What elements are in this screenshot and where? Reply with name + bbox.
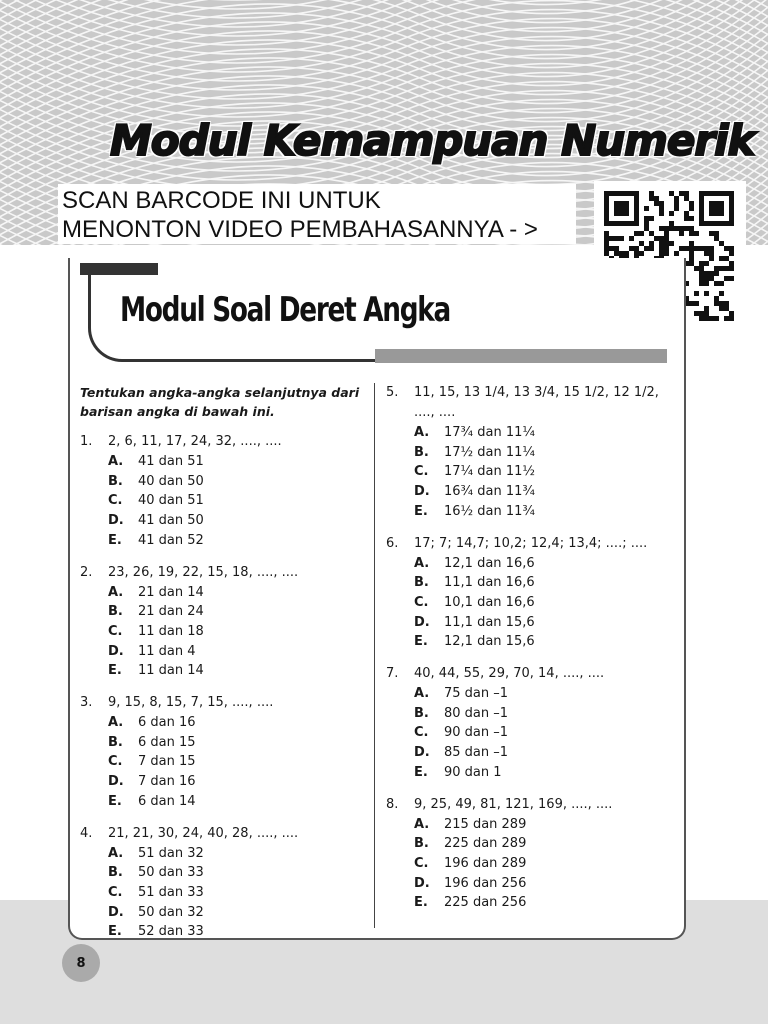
option-letter: C.	[414, 464, 429, 480]
scan-line-1: SCAN BARCODE INI UNTUK	[62, 187, 381, 214]
question-number: 3.	[80, 695, 93, 711]
option-letter: A.	[414, 816, 430, 832]
option-letter: D.	[414, 484, 430, 500]
option-letter: C.	[414, 725, 429, 741]
option-text: 52 dan 33	[138, 924, 204, 940]
answer-option	[386, 443, 671, 463]
answer-option	[386, 874, 671, 894]
question-item	[80, 432, 365, 551]
option-text: 17¼ dan 11½	[444, 464, 536, 480]
answer-option	[386, 573, 671, 593]
answer-option	[80, 883, 365, 903]
question-item	[386, 534, 671, 653]
option-letter: A.	[108, 454, 124, 469]
title-underline-bar	[375, 349, 667, 363]
question-line	[386, 383, 671, 423]
option-text: 41 dan 52	[138, 532, 204, 548]
option-text: 6 dan 15	[138, 734, 196, 750]
answer-option	[80, 713, 365, 733]
option-letter: C.	[414, 855, 429, 871]
answer-option	[386, 593, 671, 613]
question-item	[386, 795, 671, 914]
option-letter: E.	[108, 793, 122, 809]
option-text: 6 dan 14	[138, 793, 196, 809]
option-letter: B.	[108, 865, 123, 881]
option-text: 12,1 dan 15,6	[444, 634, 535, 650]
option-text: 85 dan –1	[444, 745, 509, 761]
answer-option	[80, 661, 365, 681]
option-letter: A.	[108, 845, 124, 861]
answer-option	[80, 622, 365, 642]
option-text: 11 dan 18	[138, 623, 204, 639]
option-letter: D.	[108, 774, 124, 790]
option-letter: D.	[108, 904, 124, 920]
option-letter: B.	[108, 604, 123, 620]
option-text: 40 dan 51	[138, 493, 204, 509]
option-text: 11,1 dan 16,6	[444, 575, 535, 591]
scan-line-2: MENONTON VIDEO PEMBAHASANNYA - >	[62, 216, 538, 243]
question-text: 23, 26, 19, 22, 15, 18, ...., ....	[108, 564, 299, 580]
option-letter: E.	[108, 663, 122, 679]
answer-option	[80, 863, 365, 883]
option-letter: C.	[108, 493, 123, 509]
answer-option	[80, 752, 365, 772]
option-letter: A.	[108, 584, 124, 600]
option-letter: A.	[414, 555, 430, 571]
option-text: 10,1 dan 16,6	[444, 594, 535, 610]
answer-option	[80, 922, 365, 942]
option-letter: C.	[108, 884, 123, 900]
option-letter: D.	[414, 745, 430, 761]
option-letter: C.	[108, 754, 123, 770]
answer-option	[386, 763, 671, 783]
option-text: 21 dan 14	[138, 584, 204, 600]
option-text: 196 dan 289	[444, 855, 527, 871]
answer-option	[80, 452, 365, 472]
option-text: 225 dan 256	[444, 895, 527, 911]
right-question-list	[386, 383, 671, 913]
option-text: 7 dan 16	[138, 774, 196, 790]
option-text: 16¾ dan 11¾	[444, 484, 536, 500]
answer-option	[80, 772, 365, 792]
option-text: 41 dan 50	[138, 513, 204, 529]
question-line	[386, 795, 671, 815]
option-letter: E.	[414, 764, 428, 780]
option-text: 51 dan 32	[138, 845, 204, 861]
question-text: 11, 15, 13 1/4, 13 3/4, 15 1/2, 12 1/2, ...., ....	[414, 385, 659, 420]
option-letter: C.	[108, 623, 123, 639]
question-item	[80, 563, 365, 682]
option-text: 50 dan 33	[138, 865, 204, 881]
answer-option	[386, 554, 671, 574]
answer-option	[386, 462, 671, 482]
question-number: 5.	[386, 385, 399, 400]
question-line	[80, 693, 365, 713]
option-text: 90 dan 1	[444, 764, 502, 780]
answer-option	[386, 704, 671, 724]
option-text: 12,1 dan 16,6	[444, 555, 535, 571]
option-letter: D.	[108, 643, 124, 659]
question-line	[80, 432, 365, 452]
question-line	[80, 824, 365, 844]
option-letter: B.	[414, 444, 429, 460]
left-column	[80, 383, 365, 954]
option-text: 215 dan 289	[444, 816, 527, 832]
option-text: 196 dan 256	[444, 875, 527, 891]
option-letter: B.	[108, 473, 123, 489]
option-text: 17½ dan 11¼	[444, 444, 536, 460]
option-letter: B.	[108, 734, 123, 750]
answer-option	[386, 815, 671, 835]
option-text: 11 dan 4	[138, 643, 196, 659]
option-letter: D.	[108, 513, 124, 529]
option-letter: A.	[414, 686, 430, 702]
answer-option	[80, 472, 365, 492]
answer-option	[80, 583, 365, 603]
question-text: 2, 6, 11, 17, 24, 32, ...., ....	[108, 434, 282, 449]
right-column	[386, 383, 671, 925]
option-letter: D.	[414, 875, 430, 891]
answer-option	[386, 893, 671, 913]
question-item	[80, 693, 365, 812]
instruction-text: Tentukan angka-angka selanjutnya dari barisan angka di bawah ini.	[80, 385, 360, 419]
question-number: 8.	[386, 796, 399, 812]
option-letter: A.	[108, 715, 124, 731]
answer-option	[80, 903, 365, 923]
answer-option	[80, 602, 365, 622]
option-letter: E.	[108, 924, 122, 940]
option-text: 50 dan 32	[138, 904, 204, 920]
option-text: 11,1 dan 15,6	[444, 614, 535, 630]
answer-option	[80, 491, 365, 511]
answer-option	[80, 844, 365, 864]
option-letter: A.	[414, 425, 430, 440]
option-text: 6 dan 16	[138, 715, 196, 731]
option-text: 41 dan 51	[138, 454, 204, 469]
option-letter: E.	[414, 634, 428, 650]
option-text: 17¾ dan 11¼	[444, 425, 536, 440]
option-text: 7 dan 15	[138, 754, 196, 770]
answer-option	[386, 854, 671, 874]
question-text: 21, 21, 30, 24, 40, 28, ...., ....	[108, 825, 299, 841]
question-text: 9, 15, 8, 15, 7, 15, ...., ....	[108, 695, 274, 711]
page-number: 8	[62, 944, 100, 982]
answer-option	[386, 684, 671, 704]
option-text: 75 dan –1	[444, 686, 509, 702]
option-letter: B.	[414, 705, 429, 721]
question-number: 4.	[80, 825, 93, 841]
option-letter: B.	[414, 836, 429, 852]
section-title: Modul Soal Deret Angka	[120, 290, 450, 330]
option-letter: B.	[414, 575, 429, 591]
question-text: 17; 7; 14,7; 10,2; 12,4; 13,4; ....; ....	[414, 535, 648, 551]
option-text: 11 dan 14	[138, 663, 204, 679]
question-line	[386, 664, 671, 684]
option-text: 21 dan 24	[138, 604, 204, 620]
option-text: 80 dan –1	[444, 705, 509, 721]
answer-option	[386, 423, 671, 443]
question-item	[386, 383, 671, 522]
question-line	[80, 563, 365, 583]
scan-instruction	[58, 184, 576, 244]
column-divider	[374, 383, 375, 928]
question-number: 6.	[386, 535, 399, 551]
option-letter: E.	[108, 532, 122, 548]
option-text: 16½ dan 11¾	[444, 503, 536, 519]
question-number: 7.	[386, 666, 399, 682]
answer-option	[386, 482, 671, 502]
question-item	[80, 824, 365, 943]
answer-option	[80, 511, 365, 531]
option-letter: D.	[414, 614, 430, 630]
option-text: 51 dan 33	[138, 884, 204, 900]
question-number: 1.	[80, 434, 93, 449]
answer-option	[80, 642, 365, 662]
answer-option	[386, 834, 671, 854]
question-number: 2.	[80, 564, 93, 580]
answer-option	[386, 502, 671, 522]
answer-option	[80, 531, 365, 551]
module-title: Modul Kemampuan Numerik	[110, 116, 755, 165]
question-text: 40, 44, 55, 29, 70, 14, ...., ....	[414, 666, 605, 682]
answer-option	[386, 632, 671, 652]
option-letter: E.	[414, 895, 428, 911]
option-letter: C.	[414, 594, 429, 610]
answer-option	[386, 723, 671, 743]
option-text: 90 dan –1	[444, 725, 509, 741]
answer-option	[386, 743, 671, 763]
answer-option	[80, 733, 365, 753]
question-text: 9, 25, 49, 81, 121, 169, ...., ....	[414, 796, 613, 812]
answer-option	[80, 792, 365, 812]
option-text: 225 dan 289	[444, 836, 527, 852]
answer-option	[386, 613, 671, 633]
option-letter: E.	[414, 503, 428, 519]
question-line	[386, 534, 671, 554]
left-question-list	[80, 432, 365, 942]
question-item	[386, 664, 671, 783]
option-text: 40 dan 50	[138, 473, 204, 489]
